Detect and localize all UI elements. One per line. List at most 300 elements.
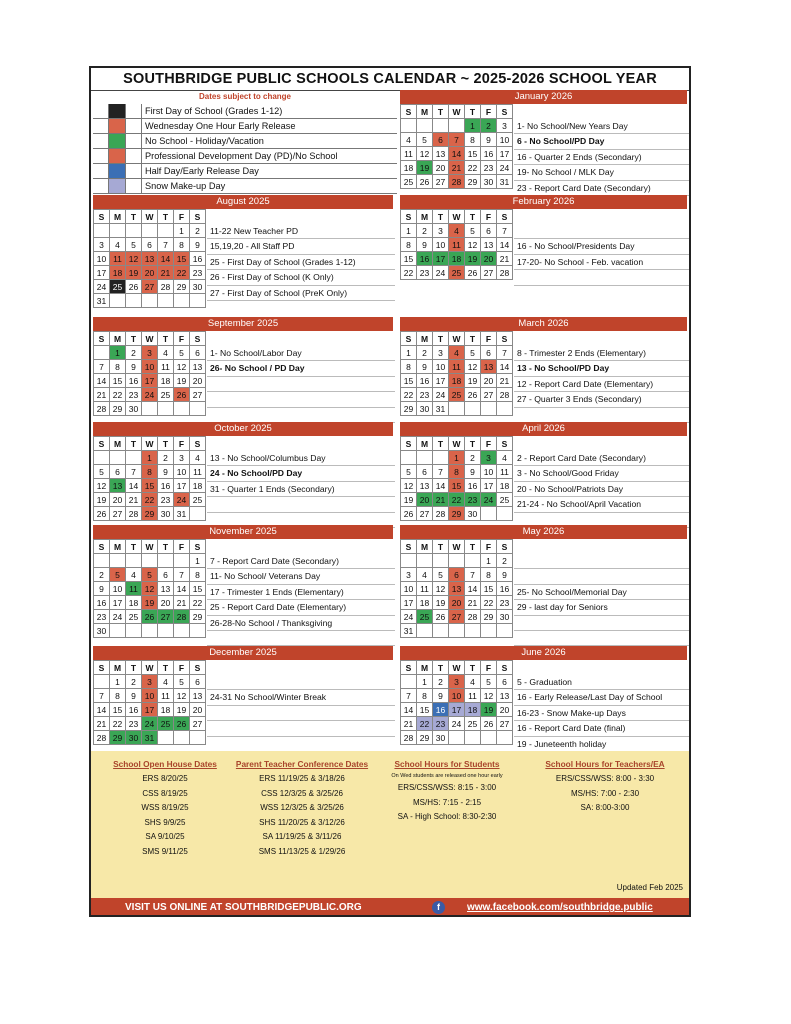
- day-cell: 29: [110, 402, 126, 416]
- day-cell: 30: [417, 402, 433, 416]
- weekday-header: W: [449, 332, 465, 346]
- info-item: SA - High School: 8:30-2:30: [397, 812, 497, 821]
- day-cell: 24: [142, 388, 158, 402]
- day-cell: 3: [142, 346, 158, 360]
- month-calendar: [400, 331, 513, 416]
- day-cell: 18: [465, 703, 481, 717]
- day-cell: 4: [497, 451, 513, 465]
- day-cell: 29: [481, 610, 497, 624]
- day-cell: 3: [433, 224, 449, 238]
- day-cell: 14: [465, 582, 481, 596]
- day-cell: 3: [142, 675, 158, 689]
- day-cell: 2: [433, 675, 449, 689]
- legend-label: Wednesday One Hour Early Release: [145, 121, 296, 131]
- day-cell: 12: [481, 689, 497, 703]
- day-cell: 31: [174, 507, 190, 521]
- day-cell: 27: [110, 507, 126, 521]
- day-cell: 10: [110, 582, 126, 596]
- day-cell: 5: [126, 238, 142, 252]
- day-cell: 23: [465, 493, 481, 507]
- day-cell: [110, 451, 126, 465]
- weekday-header: W: [142, 437, 158, 451]
- day-cell: [433, 624, 449, 638]
- day-cell: 22: [417, 717, 433, 731]
- day-cell: 2: [190, 224, 206, 238]
- month-header: December 2025: [93, 646, 393, 660]
- day-cell: 22: [110, 388, 126, 402]
- month-note: [514, 554, 689, 569]
- weekday-header: T: [126, 437, 142, 451]
- day-cell: 29: [449, 507, 465, 521]
- day-cell: [190, 507, 206, 521]
- day-cell: 28: [126, 507, 142, 521]
- day-cell: 9: [417, 360, 433, 374]
- day-cell: [110, 624, 126, 638]
- weekday-header: M: [417, 210, 433, 224]
- day-cell: 18: [158, 374, 174, 388]
- day-cell: 11: [449, 360, 465, 374]
- day-cell: [465, 554, 481, 568]
- day-cell: 7: [449, 133, 465, 147]
- day-cell: 5: [481, 675, 497, 689]
- day-cell: 2: [481, 119, 497, 133]
- day-cell: 25: [449, 388, 465, 402]
- day-cell: 17: [449, 703, 465, 717]
- weekday-header: W: [142, 332, 158, 346]
- legend-swatch: [93, 119, 142, 133]
- day-cell: 29: [417, 731, 433, 745]
- day-cell: 27: [142, 280, 158, 294]
- day-cell: 11: [401, 147, 417, 161]
- month-note: 26-28-No School / Thanksgiving: [207, 616, 395, 631]
- day-cell: 8: [190, 568, 206, 582]
- info-item: CSS 8/19/25: [142, 788, 188, 798]
- month-note: [514, 631, 689, 646]
- day-cell: 12: [142, 582, 158, 596]
- day-cell: [174, 624, 190, 638]
- day-cell: 14: [497, 238, 513, 252]
- month-calendar: [400, 104, 513, 189]
- day-cell: [158, 731, 174, 745]
- month-notes: [514, 554, 689, 646]
- day-cell: 13: [158, 582, 174, 596]
- facebook-icon[interactable]: f: [432, 901, 445, 914]
- day-cell: 13: [190, 360, 206, 374]
- day-cell: 9: [497, 568, 513, 582]
- month-calendar: [93, 539, 206, 638]
- day-cell: [417, 119, 433, 133]
- day-cell: 11: [158, 689, 174, 703]
- day-cell: 20: [481, 374, 497, 388]
- day-cell: 5: [465, 346, 481, 360]
- day-cell: 26: [401, 507, 417, 521]
- day-cell: 6: [142, 238, 158, 252]
- day-cell: 6: [497, 675, 513, 689]
- day-cell: 21: [174, 596, 190, 610]
- day-cell: 14: [449, 147, 465, 161]
- day-cell: 5: [465, 224, 481, 238]
- day-cell: 12: [126, 252, 142, 266]
- day-cell: 19: [401, 493, 417, 507]
- weekday-header: M: [110, 540, 126, 554]
- open-house-column: [95, 759, 235, 859]
- day-cell: 16: [417, 252, 433, 266]
- day-cell: 9: [417, 238, 433, 252]
- info-item: WSS 8/19/25: [141, 803, 189, 812]
- day-cell: [174, 402, 190, 416]
- weekday-header: S: [190, 661, 206, 675]
- day-cell: 4: [449, 224, 465, 238]
- day-cell: [126, 294, 142, 308]
- month-note: 13 - No School/Columbus Day: [207, 451, 395, 466]
- info-item: SA: 8:00-3:00: [580, 803, 630, 812]
- day-cell: 19: [433, 596, 449, 610]
- info-item: ERS 11/19/25 & 3/18/26: [259, 774, 345, 783]
- day-cell: [142, 624, 158, 638]
- day-cell: 11: [449, 238, 465, 252]
- weekday-header: S: [190, 540, 206, 554]
- day-cell: 13: [481, 360, 497, 374]
- day-cell: 12: [174, 689, 190, 703]
- day-cell: 27: [433, 175, 449, 189]
- day-cell: 5: [417, 133, 433, 147]
- day-cell: 7: [174, 568, 190, 582]
- month-header: February 2026: [400, 195, 687, 209]
- day-cell: 24: [433, 266, 449, 280]
- day-cell: 22: [110, 717, 126, 731]
- conference-column: [231, 759, 373, 859]
- day-cell: 18: [449, 374, 465, 388]
- day-cell: 27: [481, 388, 497, 402]
- day-cell: 16: [497, 582, 513, 596]
- day-cell: 28: [401, 731, 417, 745]
- weekday-header: M: [417, 105, 433, 119]
- info-item: MS/HS: 7:15 - 2:15: [412, 797, 482, 807]
- month-header: October 2025: [93, 422, 393, 436]
- legend-swatch: [93, 134, 142, 148]
- weekday-header: W: [449, 437, 465, 451]
- day-cell: 6: [417, 465, 433, 479]
- weekday-header: F: [481, 661, 497, 675]
- day-cell: 25: [126, 610, 142, 624]
- day-cell: 29: [190, 610, 206, 624]
- day-cell: 9: [94, 582, 110, 596]
- day-cell: [465, 731, 481, 745]
- day-cell: [110, 294, 126, 308]
- day-cell: 4: [401, 133, 417, 147]
- day-cell: 15: [481, 582, 497, 596]
- day-cell: 2: [417, 346, 433, 360]
- month-note: 27 - First Day of School (PreK Only): [207, 286, 395, 301]
- day-cell: 15: [417, 703, 433, 717]
- day-cell: 1: [481, 554, 497, 568]
- month-notes: [514, 224, 689, 286]
- day-cell: 27: [481, 266, 497, 280]
- day-cell: [126, 624, 142, 638]
- day-cell: 9: [465, 465, 481, 479]
- weekday-header: W: [449, 540, 465, 554]
- day-cell: 21: [401, 717, 417, 731]
- legend-swatch: [93, 179, 142, 193]
- weekday-header: T: [465, 437, 481, 451]
- weekday-header: F: [481, 540, 497, 554]
- weekday-header: W: [449, 105, 465, 119]
- month-note: 12 - Report Card Date (Elementary): [514, 377, 689, 392]
- day-cell: 30: [126, 402, 142, 416]
- month-note: [207, 497, 395, 512]
- day-cell: [190, 402, 206, 416]
- day-cell: 22: [401, 266, 417, 280]
- day-cell: 2: [126, 675, 142, 689]
- day-cell: 20: [158, 596, 174, 610]
- day-cell: 21: [497, 374, 513, 388]
- day-cell: 6: [110, 465, 126, 479]
- weekday-header: S: [94, 661, 110, 675]
- day-cell: 19: [417, 161, 433, 175]
- day-cell: 10: [142, 360, 158, 374]
- day-cell: 23: [417, 388, 433, 402]
- day-cell: 2: [94, 568, 110, 582]
- month-note: 16 - Early Release/Last Day of School: [514, 690, 689, 705]
- day-cell: 11: [497, 465, 513, 479]
- day-cell: 9: [190, 238, 206, 252]
- day-cell: 26: [126, 280, 142, 294]
- day-cell: 20: [190, 703, 206, 717]
- day-cell: 3: [481, 451, 497, 465]
- day-cell: 15: [401, 374, 417, 388]
- day-cell: 13: [110, 479, 126, 493]
- weekday-header: S: [497, 540, 513, 554]
- day-cell: [158, 402, 174, 416]
- day-cell: [94, 675, 110, 689]
- weekday-header: F: [481, 210, 497, 224]
- day-cell: 1: [449, 451, 465, 465]
- weekday-header: M: [417, 437, 433, 451]
- weekday-header: S: [94, 437, 110, 451]
- day-cell: [465, 624, 481, 638]
- weekday-header: S: [401, 661, 417, 675]
- day-cell: 16: [126, 374, 142, 388]
- info-item: SA 11/19/25 & 3/11/26: [262, 832, 342, 841]
- day-cell: 30: [190, 280, 206, 294]
- weekday-header: M: [417, 332, 433, 346]
- day-cell: 16: [94, 596, 110, 610]
- day-cell: 13: [190, 689, 206, 703]
- day-cell: 24: [401, 610, 417, 624]
- month-header: May 2026: [400, 525, 687, 539]
- day-cell: 17: [497, 147, 513, 161]
- month-note: 25- No School/Memorial Day: [514, 585, 689, 600]
- day-cell: 28: [158, 280, 174, 294]
- day-cell: 5: [94, 465, 110, 479]
- day-cell: 16: [190, 252, 206, 266]
- day-cell: 1: [110, 675, 126, 689]
- day-cell: 19: [126, 266, 142, 280]
- month-note: 16 - Quarter 2 Ends (Secondary): [514, 150, 689, 165]
- month-note: 7 - Report Card Date (Secondary): [207, 554, 395, 569]
- weekday-header: S: [401, 105, 417, 119]
- month-note: 19 - Juneteenth holiday: [514, 737, 689, 752]
- month-note: 5 - Graduation: [514, 675, 689, 690]
- day-cell: 25: [190, 493, 206, 507]
- weekday-header: T: [433, 332, 449, 346]
- day-cell: 17: [401, 596, 417, 610]
- day-cell: 31: [142, 731, 158, 745]
- weekday-header: W: [142, 210, 158, 224]
- day-cell: 21: [94, 717, 110, 731]
- month-note: 19- No School / MLK Day: [514, 165, 689, 180]
- month-note: 8 - Trimester 2 Ends (Elementary): [514, 346, 689, 361]
- day-cell: 14: [401, 703, 417, 717]
- day-cell: 1: [401, 224, 417, 238]
- weekday-header: F: [174, 437, 190, 451]
- day-cell: 6: [481, 346, 497, 360]
- month-note: 11-22 New Teacher PD: [207, 224, 395, 239]
- month-note: [514, 270, 689, 285]
- month-note: 20 - No School/Patriots Day: [514, 482, 689, 497]
- day-cell: 10: [449, 689, 465, 703]
- day-cell: 17: [174, 479, 190, 493]
- day-cell: 8: [174, 238, 190, 252]
- info-item: MS/HS: 7:00 - 2:30: [570, 788, 640, 798]
- day-cell: 18: [401, 161, 417, 175]
- day-cell: 14: [126, 479, 142, 493]
- day-cell: [126, 451, 142, 465]
- day-cell: [94, 346, 110, 360]
- day-cell: 21: [158, 266, 174, 280]
- day-cell: [94, 451, 110, 465]
- day-cell: 5: [174, 675, 190, 689]
- weekday-header: T: [158, 540, 174, 554]
- weekday-header: M: [110, 437, 126, 451]
- day-cell: 24: [174, 493, 190, 507]
- weekday-header: S: [94, 540, 110, 554]
- day-cell: 1: [465, 119, 481, 133]
- month-note: 2 - Report Card Date (Secondary): [514, 451, 689, 466]
- info-section: [91, 751, 689, 901]
- day-cell: 1: [190, 554, 206, 568]
- day-cell: 8: [449, 465, 465, 479]
- day-cell: 17: [142, 703, 158, 717]
- day-cell: 12: [465, 360, 481, 374]
- day-cell: [481, 402, 497, 416]
- page-title: SOUTHBRIDGE PUBLIC SCHOOLS CALENDAR ~ 2025-2026 SCHOOL YEAR: [91, 68, 689, 91]
- month-note: [514, 224, 689, 239]
- month-note: 23 - Report Card Date (Secondary): [514, 181, 689, 196]
- day-cell: 21: [497, 252, 513, 266]
- day-cell: [401, 119, 417, 133]
- day-cell: 11: [126, 582, 142, 596]
- day-cell: 23: [190, 266, 206, 280]
- legend-swatch: [93, 104, 142, 118]
- month-calendar: [93, 436, 206, 521]
- weekday-header: S: [497, 332, 513, 346]
- day-cell: 20: [481, 252, 497, 266]
- day-cell: 25: [158, 388, 174, 402]
- day-cell: 19: [94, 493, 110, 507]
- subject-note: Dates subject to change: [198, 92, 292, 101]
- day-cell: [110, 224, 126, 238]
- day-cell: [449, 731, 465, 745]
- day-cell: 25: [158, 717, 174, 731]
- updated-note: Updated Feb 2025: [616, 883, 683, 892]
- day-cell: 4: [417, 568, 433, 582]
- day-cell: 15: [174, 252, 190, 266]
- info-item: SA 9/10/25: [145, 832, 185, 841]
- day-cell: 22: [449, 493, 465, 507]
- day-cell: 4: [158, 675, 174, 689]
- weekday-header: T: [465, 661, 481, 675]
- weekday-header: S: [190, 210, 206, 224]
- weekday-header: T: [126, 210, 142, 224]
- day-cell: 19: [174, 374, 190, 388]
- teacher-hours-column: [526, 759, 684, 816]
- day-cell: 19: [465, 374, 481, 388]
- day-cell: 8: [110, 689, 126, 703]
- legend-label: Snow Make-up Day: [145, 181, 226, 191]
- weekday-header: T: [126, 540, 142, 554]
- day-cell: 7: [94, 360, 110, 374]
- weekday-header: T: [158, 332, 174, 346]
- day-cell: 8: [481, 568, 497, 582]
- day-cell: 21: [433, 493, 449, 507]
- month-note: [207, 377, 395, 392]
- day-cell: 3: [401, 568, 417, 582]
- month-notes: [514, 119, 689, 196]
- day-cell: 3: [449, 675, 465, 689]
- month-note: 29 - last day for Seniors: [514, 600, 689, 615]
- calendar-page: [89, 66, 691, 917]
- month-note: 11- No School/ Veterans Day: [207, 569, 395, 584]
- day-cell: 11: [465, 689, 481, 703]
- day-cell: 13: [449, 582, 465, 596]
- month-note: [207, 408, 395, 423]
- month-note: 15,19,20 - All Staff PD: [207, 239, 395, 254]
- day-cell: [142, 554, 158, 568]
- month-header: January 2026: [400, 90, 687, 104]
- day-cell: [465, 402, 481, 416]
- legend-swatch: [93, 164, 142, 178]
- day-cell: 7: [497, 346, 513, 360]
- day-cell: 2: [126, 346, 142, 360]
- facebook-link[interactable]: www.facebook.com/southbridge.public: [467, 902, 653, 913]
- weekday-header: S: [497, 661, 513, 675]
- day-cell: 30: [497, 610, 513, 624]
- day-cell: [497, 624, 513, 638]
- day-cell: 29: [465, 175, 481, 189]
- day-cell: 18: [110, 266, 126, 280]
- website-link[interactable]: VISIT US ONLINE AT SOUTHBRIDGEPUBLIC.ORG: [125, 902, 362, 913]
- weekday-header: S: [94, 332, 110, 346]
- day-cell: 4: [110, 238, 126, 252]
- day-cell: 11: [110, 252, 126, 266]
- legend-row: [93, 179, 397, 194]
- day-cell: 13: [142, 252, 158, 266]
- day-cell: [190, 731, 206, 745]
- weekday-header: M: [110, 210, 126, 224]
- day-cell: 19: [174, 703, 190, 717]
- legend-row: [93, 164, 397, 179]
- legend-label: Professional Development Day (PD)/No School: [145, 151, 338, 161]
- day-cell: 3: [497, 119, 513, 133]
- day-cell: 1: [110, 346, 126, 360]
- weekday-header: T: [433, 105, 449, 119]
- month-note: 13 - No School/PD Day: [514, 361, 689, 376]
- day-cell: 21: [465, 596, 481, 610]
- day-cell: 28: [497, 266, 513, 280]
- month-note: [514, 616, 689, 631]
- weekday-header: T: [158, 661, 174, 675]
